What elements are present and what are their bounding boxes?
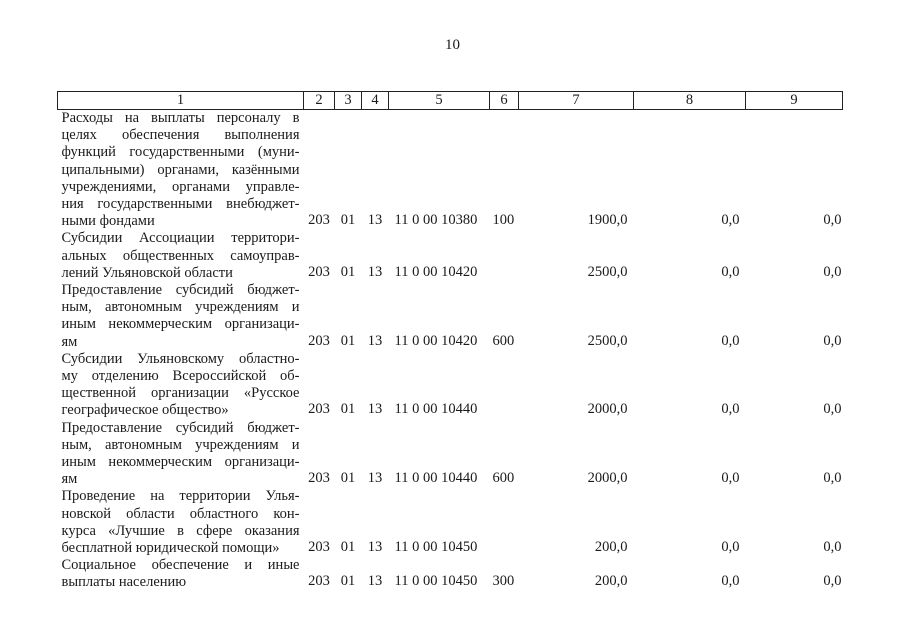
row-target-code: 11 0 00 10440 — [394, 470, 478, 487]
row-admin-code: 203 — [308, 573, 330, 590]
row-name-line: функций государственными (муни- — [61, 144, 300, 161]
row-name-line: му отделению Всероссийской об- — [61, 368, 300, 385]
row-amount-col8: 0,0 — [721, 573, 740, 590]
row-target-code: 11 0 00 10440 — [394, 401, 478, 418]
row-subsection-code: 13 — [367, 332, 383, 349]
table-row — [58, 488, 843, 557]
row-amount-col7: 200,0 — [594, 539, 628, 556]
row-amount-col8: 0,0 — [721, 212, 740, 229]
row-section-code: 01 — [340, 263, 356, 280]
row-expense-type: 600 — [492, 470, 515, 487]
row-name-line: ным, автономным учреждениям и — [61, 436, 300, 453]
header-row — [58, 92, 843, 110]
row-name-line: новской области областного кон- — [61, 505, 300, 522]
row-admin-code: 203 — [308, 332, 330, 349]
row-amount-col9: 0,0 — [823, 573, 842, 590]
row-admin-code: 203 — [308, 470, 330, 487]
column-header-9: 9 — [746, 92, 843, 110]
row-name — [58, 420, 304, 489]
row-section-code: 01 — [340, 573, 356, 590]
row-expense-type — [490, 488, 519, 557]
row-amount-col8: 0,0 — [721, 470, 740, 487]
row-name — [58, 351, 304, 420]
row-admin-code: 203 — [308, 263, 330, 280]
row-subsection-code: 13 — [367, 212, 383, 229]
row-amount-col7: 2000,0 — [587, 401, 628, 418]
row-name-line: Проведение на территории Улья- — [61, 488, 300, 505]
row-expense-type: 100 — [492, 212, 515, 229]
row-expense-type: 600 — [492, 332, 515, 349]
row-target-code: 11 0 00 10420 — [394, 332, 478, 349]
column-header-8: 8 — [634, 92, 746, 110]
row-name-line: иным некоммерческим организаци- — [61, 454, 300, 471]
row-amount-col8: 0,0 — [721, 539, 740, 556]
budget-table — [57, 91, 843, 592]
column-header-6: 6 — [490, 92, 519, 110]
row-amount-col7: 1900,0 — [587, 212, 628, 229]
table-row — [58, 420, 843, 489]
row-name-line: Субсидии Ульяновскому областно- — [61, 350, 300, 367]
row-section-code: 01 — [340, 332, 356, 349]
row-amount-col9: 0,0 — [823, 401, 842, 418]
column-header-5: 5 — [389, 92, 490, 110]
table-row — [58, 282, 843, 351]
row-name-line: выплаты населению — [61, 574, 187, 591]
row-amount-col9: 0,0 — [823, 263, 842, 280]
row-section-code: 01 — [340, 401, 356, 418]
row-amount-col7: 2500,0 — [587, 263, 628, 280]
row-name — [58, 557, 304, 591]
column-header-3: 3 — [335, 92, 362, 110]
row-name — [58, 488, 304, 557]
row-expense-type — [490, 351, 519, 420]
row-amount-col7: 2500,0 — [587, 332, 628, 349]
row-subsection-code: 13 — [367, 401, 383, 418]
row-amount-col9: 0,0 — [823, 212, 842, 229]
column-header-2: 2 — [304, 92, 335, 110]
row-amount-col9: 0,0 — [823, 539, 842, 556]
row-admin-code: 203 — [308, 212, 330, 229]
row-section-code: 01 — [340, 539, 356, 556]
row-name-line: лений Ульяновской области — [61, 264, 233, 281]
row-name-line: Предоставление субсидий бюджет- — [61, 419, 300, 436]
row-name-line: иным некоммерческим организаци- — [61, 316, 300, 333]
row-subsection-code: 13 — [367, 573, 383, 590]
row-amount-col9: 0,0 — [823, 470, 842, 487]
row-name-line: Расходы на выплаты персоналу в — [61, 110, 300, 126]
row-name-line: альных общественных самоуправ- — [61, 247, 300, 264]
row-name-line: целях обеспечения выполнения — [61, 127, 300, 144]
row-name-line: Предоставление субсидий бюджет- — [61, 282, 300, 299]
row-name-line: ям — [61, 471, 78, 488]
row-name-line: Субсидии Ассоциации территори- — [61, 230, 300, 247]
column-header-7: 7 — [519, 92, 634, 110]
row-section-code: 01 — [340, 212, 356, 229]
row-amount-col7: 2000,0 — [587, 470, 628, 487]
row-name-line: ния государственными внебюджет- — [61, 196, 300, 213]
row-name — [58, 110, 304, 231]
row-name — [58, 282, 304, 351]
row-amount-col9: 0,0 — [823, 332, 842, 349]
row-target-code: 11 0 00 10450 — [394, 539, 478, 556]
row-name-line: щественной организации «Русское — [61, 385, 300, 402]
row-target-code: 11 0 00 10380 — [394, 212, 478, 229]
row-amount-col7: 200,0 — [594, 573, 628, 590]
page-number: 10 — [445, 37, 460, 53]
row-amount-col8: 0,0 — [721, 401, 740, 418]
row-name-line: ным, автономным учреждениям и — [61, 299, 300, 316]
row-name-line: Социальное обеспечение и иные — [61, 557, 300, 574]
row-admin-code: 203 — [308, 539, 330, 556]
table-row — [58, 351, 843, 420]
table-row — [58, 110, 843, 231]
table-row — [58, 230, 843, 282]
row-name-line: ципальными) органами, казёнными — [61, 161, 300, 178]
row-name-line: учреждениями, органами управле- — [61, 178, 300, 195]
row-expense-type: 300 — [492, 573, 515, 590]
row-section-code: 01 — [340, 470, 356, 487]
row-amount-col8: 0,0 — [721, 263, 740, 280]
row-amount-col8: 0,0 — [721, 332, 740, 349]
row-name-line: курса «Лучшие в сфере оказания — [61, 522, 300, 539]
row-expense-type — [490, 230, 519, 282]
row-subsection-code: 13 — [367, 470, 383, 487]
row-name-line: ям — [61, 333, 78, 350]
row-subsection-code: 13 — [367, 263, 383, 280]
row-name — [58, 230, 304, 282]
table-row — [58, 557, 843, 591]
column-header-1: 1 — [58, 92, 304, 110]
row-name-line: бесплатной юридической помощи» — [61, 540, 280, 557]
row-subsection-code: 13 — [367, 539, 383, 556]
row-target-code: 11 0 00 10450 — [394, 573, 478, 590]
row-name-line: ными фондами — [61, 213, 155, 230]
row-admin-code: 203 — [308, 401, 330, 418]
column-header-4: 4 — [362, 92, 389, 110]
table-body — [58, 110, 843, 592]
row-target-code: 11 0 00 10420 — [394, 263, 478, 280]
row-name-line: географическое общество» — [61, 402, 229, 419]
